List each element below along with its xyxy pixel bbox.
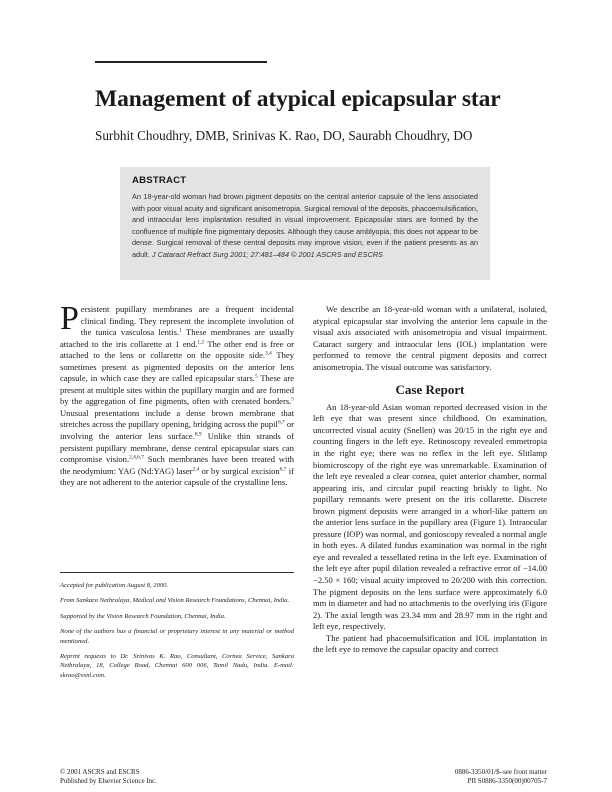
intro-paragraph <box>60 300 295 489</box>
case-intro-paragraph: We describe an 18-year-old woman with a unilateral, isolated, atypical epicapsular star involving the anterior lens capsule in the visual axis associated with anisometropia and visual impairment. Cataract surgery and intraocular lens (IOL) implantation were performed to remove the central pigment deposits and correct anisometropia. The visual outcome was satisfactory. <box>313 304 547 372</box>
abstract-text <box>132 191 478 261</box>
footnote-accepted: Accepted for publication August 8, 2000. <box>60 582 169 589</box>
intro-text: Unusual presentations include a dense brown membrane that stretches across the pupillary opening, bridging across the pupil <box>60 407 294 430</box>
intro-text: or by surgical excision <box>199 465 280 476</box>
reference-marker: 5 <box>254 373 258 380</box>
footnote-rule <box>60 572 294 573</box>
case-paragraph: The patient had phacoemulsification and IOL implantation in the left eye to remove the capsular opacity and correct <box>313 632 547 655</box>
intro-text: These are present at multiple sites within the pupillary margin and are formed by the aggregation of fine pigments, often with crenated borders. <box>60 373 294 407</box>
reference-marker: 2,4,6,7 <box>129 454 144 461</box>
footer-pii: PII S0886-3350(00)00705-7 <box>467 777 547 785</box>
reference-marker: 5 <box>291 396 294 403</box>
right-column <box>313 304 547 656</box>
footnote-reprints: Reprint requests to Dr. Srinivas K. Rao, Consultant, Cornea Service, Sankara Nethralaya, 18, College Road, Chennai 600 006, Tamil Nadu, India. E-mail: skrao@vsnl.com. <box>60 653 294 679</box>
footer-issn: 0886-3350/01/$–see front matter <box>454 768 547 776</box>
footer-copyright: © 2001 ASCRS and ESCRS <box>60 768 140 776</box>
reference-marker: 1,2 <box>197 339 205 346</box>
footnote-disclosure: None of the authors has a financial or proprietary interest in any material or method mentioned. <box>60 628 294 645</box>
reference-marker: 6,7 <box>279 466 287 473</box>
reference-marker: 2,4 <box>192 466 200 473</box>
intro-text: Unlike thin strands of persistent pupillary membrane, dense central epicapsular stars can compromise vision. <box>60 431 294 465</box>
footer-publisher: Published by Elsevier Science Inc. <box>60 777 158 785</box>
intro-text: Such membranes have been treated with the neodymium: YAG (Nd:YAG) laser <box>60 454 294 476</box>
abstract-body: An 18-year-old woman had brown pigment deposits on the central anterior capsule of the lens associated with poor visual acuity and significant anisometropia. Surgical removal of the deposits, phacoemulsification, and intraocular lens implantation resulted in visual improvement. Epicapsular stars are formed by the confluence of multiple fine pigmentary deposits. Although they cause amblyopia, this does not appear to be dense. Surgical removal of these central deposits may improve vision, even if the patient presents as an adult. <box>132 192 478 259</box>
case-report-heading: Case Report <box>395 382 465 398</box>
title-rule <box>95 61 267 63</box>
intro-text: or involving the anterior lens surface. <box>60 419 294 442</box>
abstract-citation: J Cataract Refract Surg 2001; 27:481–484 © 2001 ASCRS and ESCRS <box>151 249 383 259</box>
reference-marker: 1 <box>179 327 182 334</box>
intro-text: ersistent pupillary membranes are a frequent incidental clinical finding. They represent the incomplete involution of the tunica vasculosa lentis. <box>80 304 294 338</box>
footer-identifiers <box>400 768 547 786</box>
case-paragraph: An 18-year-old Asian woman reported decreased vision in the left eye that was present since childhood. On examination, uncorrected visual acuity (Snellen) was 20/15 in the right eye and counting fingers in the left eye. Retinoscopy revealed emmetropia in the right eye; there was no reflex in the left eye. Slitlamp biomicroscopy of the right eye was unremarkable. Examination of the left eye revealed a clear cornea, quiet anterior chamber, normal appearing iris, and circular pupil reacting briskly to light. No pupillary remnants were present on the iris collarette. Discrete brown pigment deposits were arranged in a whorl-like pattern on the anterior lens surface in the pupillary area (Figure 1). Intraocular pressure (IOP) was normal, and gonioscopy revealed a normal angle in both eyes. A dilated fundus examination was normal in the right eye and revealed a tessellated retina in the left eye. Examination of the left eye after pupil dilation revealed a refractive error of −14.00 −2.50 × 160; visual acuity improved to 20/200 with this correction. The pigment deposits on the lens surface were approximately 6.0 mm in diameter and had no attachments to the overlying iris (Figure 2). The axial length was 23.34 mm and 28.97 mm in the right and left eye, respectively. <box>313 401 548 632</box>
left-column <box>60 300 295 489</box>
intro-text: if they are not adherent to the anterior capsule of the crystalline lens. <box>60 465 295 488</box>
reference-marker: 3,4 <box>265 350 272 357</box>
reference-marker: 6,7 <box>277 419 285 426</box>
author-list: Surbhit Choudhry, DMB, Srinivas K. Rao, DO, Saurabh Choudhry, DO <box>95 128 473 143</box>
intro-text: The other end is free or attached to the lens or collarette on the opposite side. <box>60 338 294 361</box>
intro-text: They sometimes present as pigmented deposits on the anterior lens capsule, in which case they are called epicapsular stars. <box>60 350 294 384</box>
footer-publisher-info <box>60 768 157 786</box>
abstract-heading: ABSTRACT <box>132 175 187 186</box>
reference-marker: 8,9 <box>194 431 202 438</box>
footnote-support: Supported by the Vision Research Foundation, Chennai, India. <box>60 612 226 620</box>
article-title: Management of atypical epicapsular star <box>95 86 501 112</box>
footnote-affiliation: From Sankara Nethralaya, Medical and Vision Research Foundations, Chennai, India. <box>60 597 290 605</box>
footnotes <box>60 572 294 686</box>
drop-cap: P <box>60 300 79 337</box>
abstract-box <box>120 167 490 280</box>
intro-text: These membranes are usually attached to the iris collarette at 1 end. <box>60 327 294 349</box>
